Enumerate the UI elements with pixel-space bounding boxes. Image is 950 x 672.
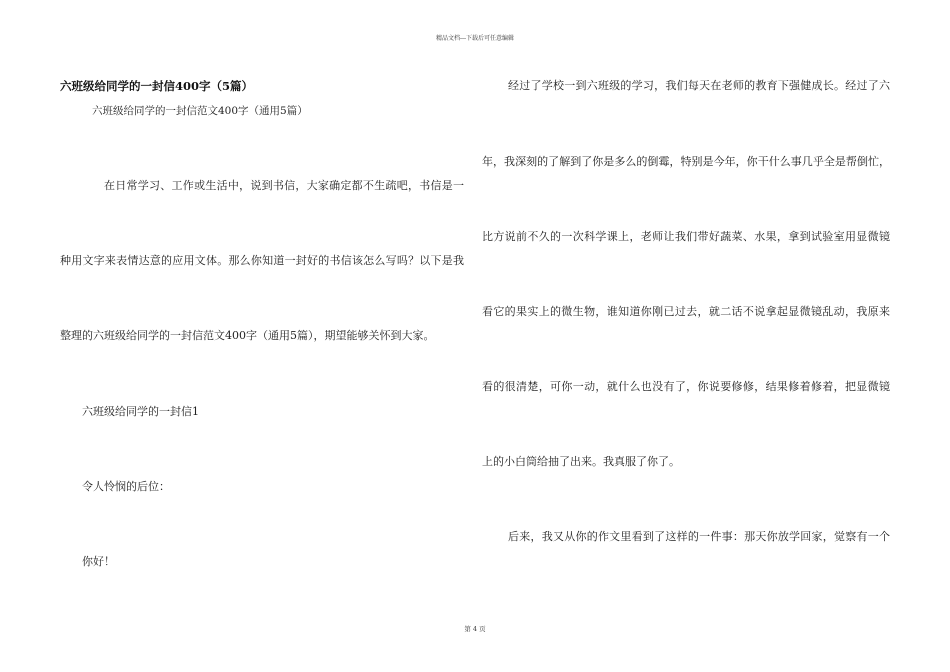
intro-paragraph-line: 种用文字来表情达意的应用文体。那么你知道一封好的书信该怎么写吗？以下是我 <box>60 254 464 267</box>
body-paragraph-line: 经过了学校一到六班级的学习，我们每天在老师的教育下强健成长。经过了六 <box>508 79 890 92</box>
page-number: 第 4 页 <box>464 625 486 633</box>
intro-paragraph-line: 在日常学习、工作或生活中，说到书信，大家确定都不生疏吧，书信是一 <box>104 179 464 192</box>
page-header: 精品文档---下载后可任意编辑 <box>435 35 515 42</box>
section-heading: 六班级给同学的一封信1 <box>82 405 199 418</box>
body-paragraph-line: 看它的果实上的微生物，谁知道你刚已过去，就二话不说拿起显微镜乱动，我原来 <box>482 305 890 318</box>
document-title: 六班级给同学的一封信400字（5篇） <box>60 79 254 93</box>
body-paragraph-line: 看的很清楚，可你一动，就什么也没有了，你说要修修，结果修着修着，把显微镜 <box>482 380 890 393</box>
body-paragraph-line: 上的小白筒给抽了出来。我真服了你了。 <box>482 455 680 468</box>
intro-paragraph-line: 整理的六班级给同学的一封信范文400字（通用5篇），期望能够关怀到大家。 <box>60 329 435 342</box>
letter-greeting: 你好！ <box>82 555 115 568</box>
body-paragraph-line: 年，我深刻的了解到了你是多么的倒霉，特别是今年，你干什么事几乎全是帮倒忙， <box>482 155 890 168</box>
document-subtitle: 六班级给同学的一封信范文400字（通用5篇） <box>92 105 308 117</box>
letter-salutation: 令人怜悯的后位： <box>82 480 170 493</box>
body-paragraph-line: 比方说前不久的一次科学课上，老师让我们带好蔬菜、水果，拿到试验室用显微镜 <box>482 230 890 243</box>
body-paragraph-line: 后来，我又从你的作文里看到了这样的一件事：那天你放学回家，觉察有一个 <box>508 530 890 543</box>
